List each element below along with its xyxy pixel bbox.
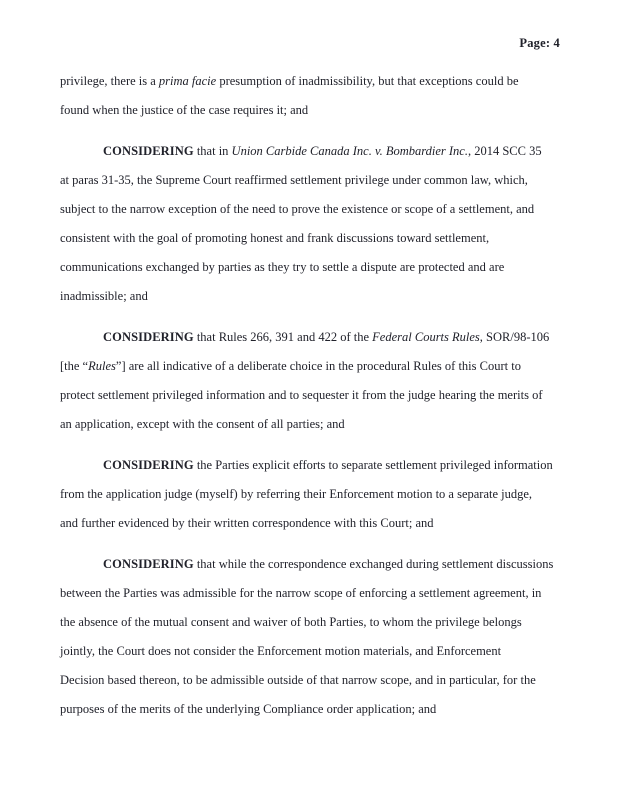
text-run: CONSIDERING: [103, 458, 194, 472]
text-run: at paras 31-35, the Supreme Court reaffirmed settlement privilege under common law, which,: [60, 173, 528, 187]
text-run: Rules: [88, 359, 116, 373]
text-line: [60, 137, 570, 166]
text-run: from the application judge (myself) by referring their Enforcement motion to a separate judge,: [60, 487, 533, 501]
text-line: [60, 509, 570, 538]
text-run: found when the justice of the case requires it; and: [60, 103, 309, 117]
paragraph: [60, 67, 570, 125]
document-body: [60, 67, 570, 724]
page-number: Page: 4: [519, 36, 560, 50]
text-line: [60, 224, 570, 253]
text-line: [60, 166, 570, 195]
paragraph: [60, 451, 570, 538]
text-run: that Rules 266, 391 and 422 of the: [193, 330, 373, 344]
text-line: [60, 410, 570, 439]
text-line: [60, 282, 570, 311]
text-line: [60, 67, 570, 96]
text-run: protect settlement privileged information and to sequester it from the judge hearing the merits of: [60, 388, 543, 402]
text-run: , 2014 SCC 35: [467, 144, 542, 158]
text-run: Union Carbide Canada Inc. v. Bombardier Inc.: [231, 144, 468, 158]
text-line: [60, 323, 570, 352]
paragraph: [60, 323, 570, 439]
text-run: ”] are all indicative of a deliberate choice in the procedural Rules of this Court to: [115, 359, 521, 373]
paragraph: [60, 550, 570, 724]
text-run: subject to the narrow exception of the need to prove the existence or scope of a settlement, and: [60, 202, 535, 216]
text-run: presumption of inadmissibility, but that exceptions could be: [216, 74, 519, 88]
text-line: [60, 480, 570, 509]
text-line: [60, 96, 570, 125]
text-line: [60, 579, 570, 608]
text-line: [60, 608, 570, 637]
text-line: [60, 195, 570, 224]
text-run: consistent with the goal of promoting honest and frank discussions toward settlement,: [60, 231, 490, 245]
text-run: communications exchanged by parties as they try to settle a dispute are protected and are: [60, 260, 505, 274]
text-run: Decision based thereon, to be admissible outside of that narrow scope, and in particular, for the: [60, 673, 536, 687]
text-run: that in: [193, 144, 232, 158]
text-line: [60, 637, 570, 666]
text-run: CONSIDERING: [103, 144, 194, 158]
text-run: CONSIDERING: [103, 557, 194, 571]
paragraph: [60, 137, 570, 311]
text-run: prima facie: [158, 74, 217, 88]
text-run: between the Parties was admissible for the narrow scope of enforcing a settlement agreement, in: [60, 586, 542, 600]
text-line: [60, 352, 570, 381]
text-run: privilege, there is a: [60, 74, 159, 88]
text-line: [60, 550, 570, 579]
text-run: [the “: [60, 359, 89, 373]
text-run: , SOR/98-106: [479, 330, 550, 344]
text-run: an application, except with the consent of all parties; and: [60, 417, 345, 431]
text-line: [60, 253, 570, 282]
text-run: the absence of the mutual consent and waiver of both Parties, to whom the privilege belongs: [60, 615, 522, 629]
text-line: [60, 451, 570, 480]
text-run: CONSIDERING: [103, 330, 194, 344]
text-run: jointly, the Court does not consider the Enforcement motion materials, and Enforcement: [60, 644, 502, 658]
text-run: purposes of the merits of the underlying Compliance order application; and: [60, 702, 437, 716]
text-run: inadmissible; and: [60, 289, 148, 303]
text-line: [60, 381, 570, 410]
text-run: Federal Courts Rules: [372, 330, 480, 344]
text-line: [60, 695, 570, 724]
text-line: [60, 666, 570, 695]
text-run: that while the correspondence exchanged during settlement discussions: [193, 557, 554, 571]
text-run: and further evidenced by their written correspondence with this Court; and: [60, 516, 434, 530]
text-run: the Parties explicit efforts to separate settlement privileged information: [193, 458, 553, 472]
